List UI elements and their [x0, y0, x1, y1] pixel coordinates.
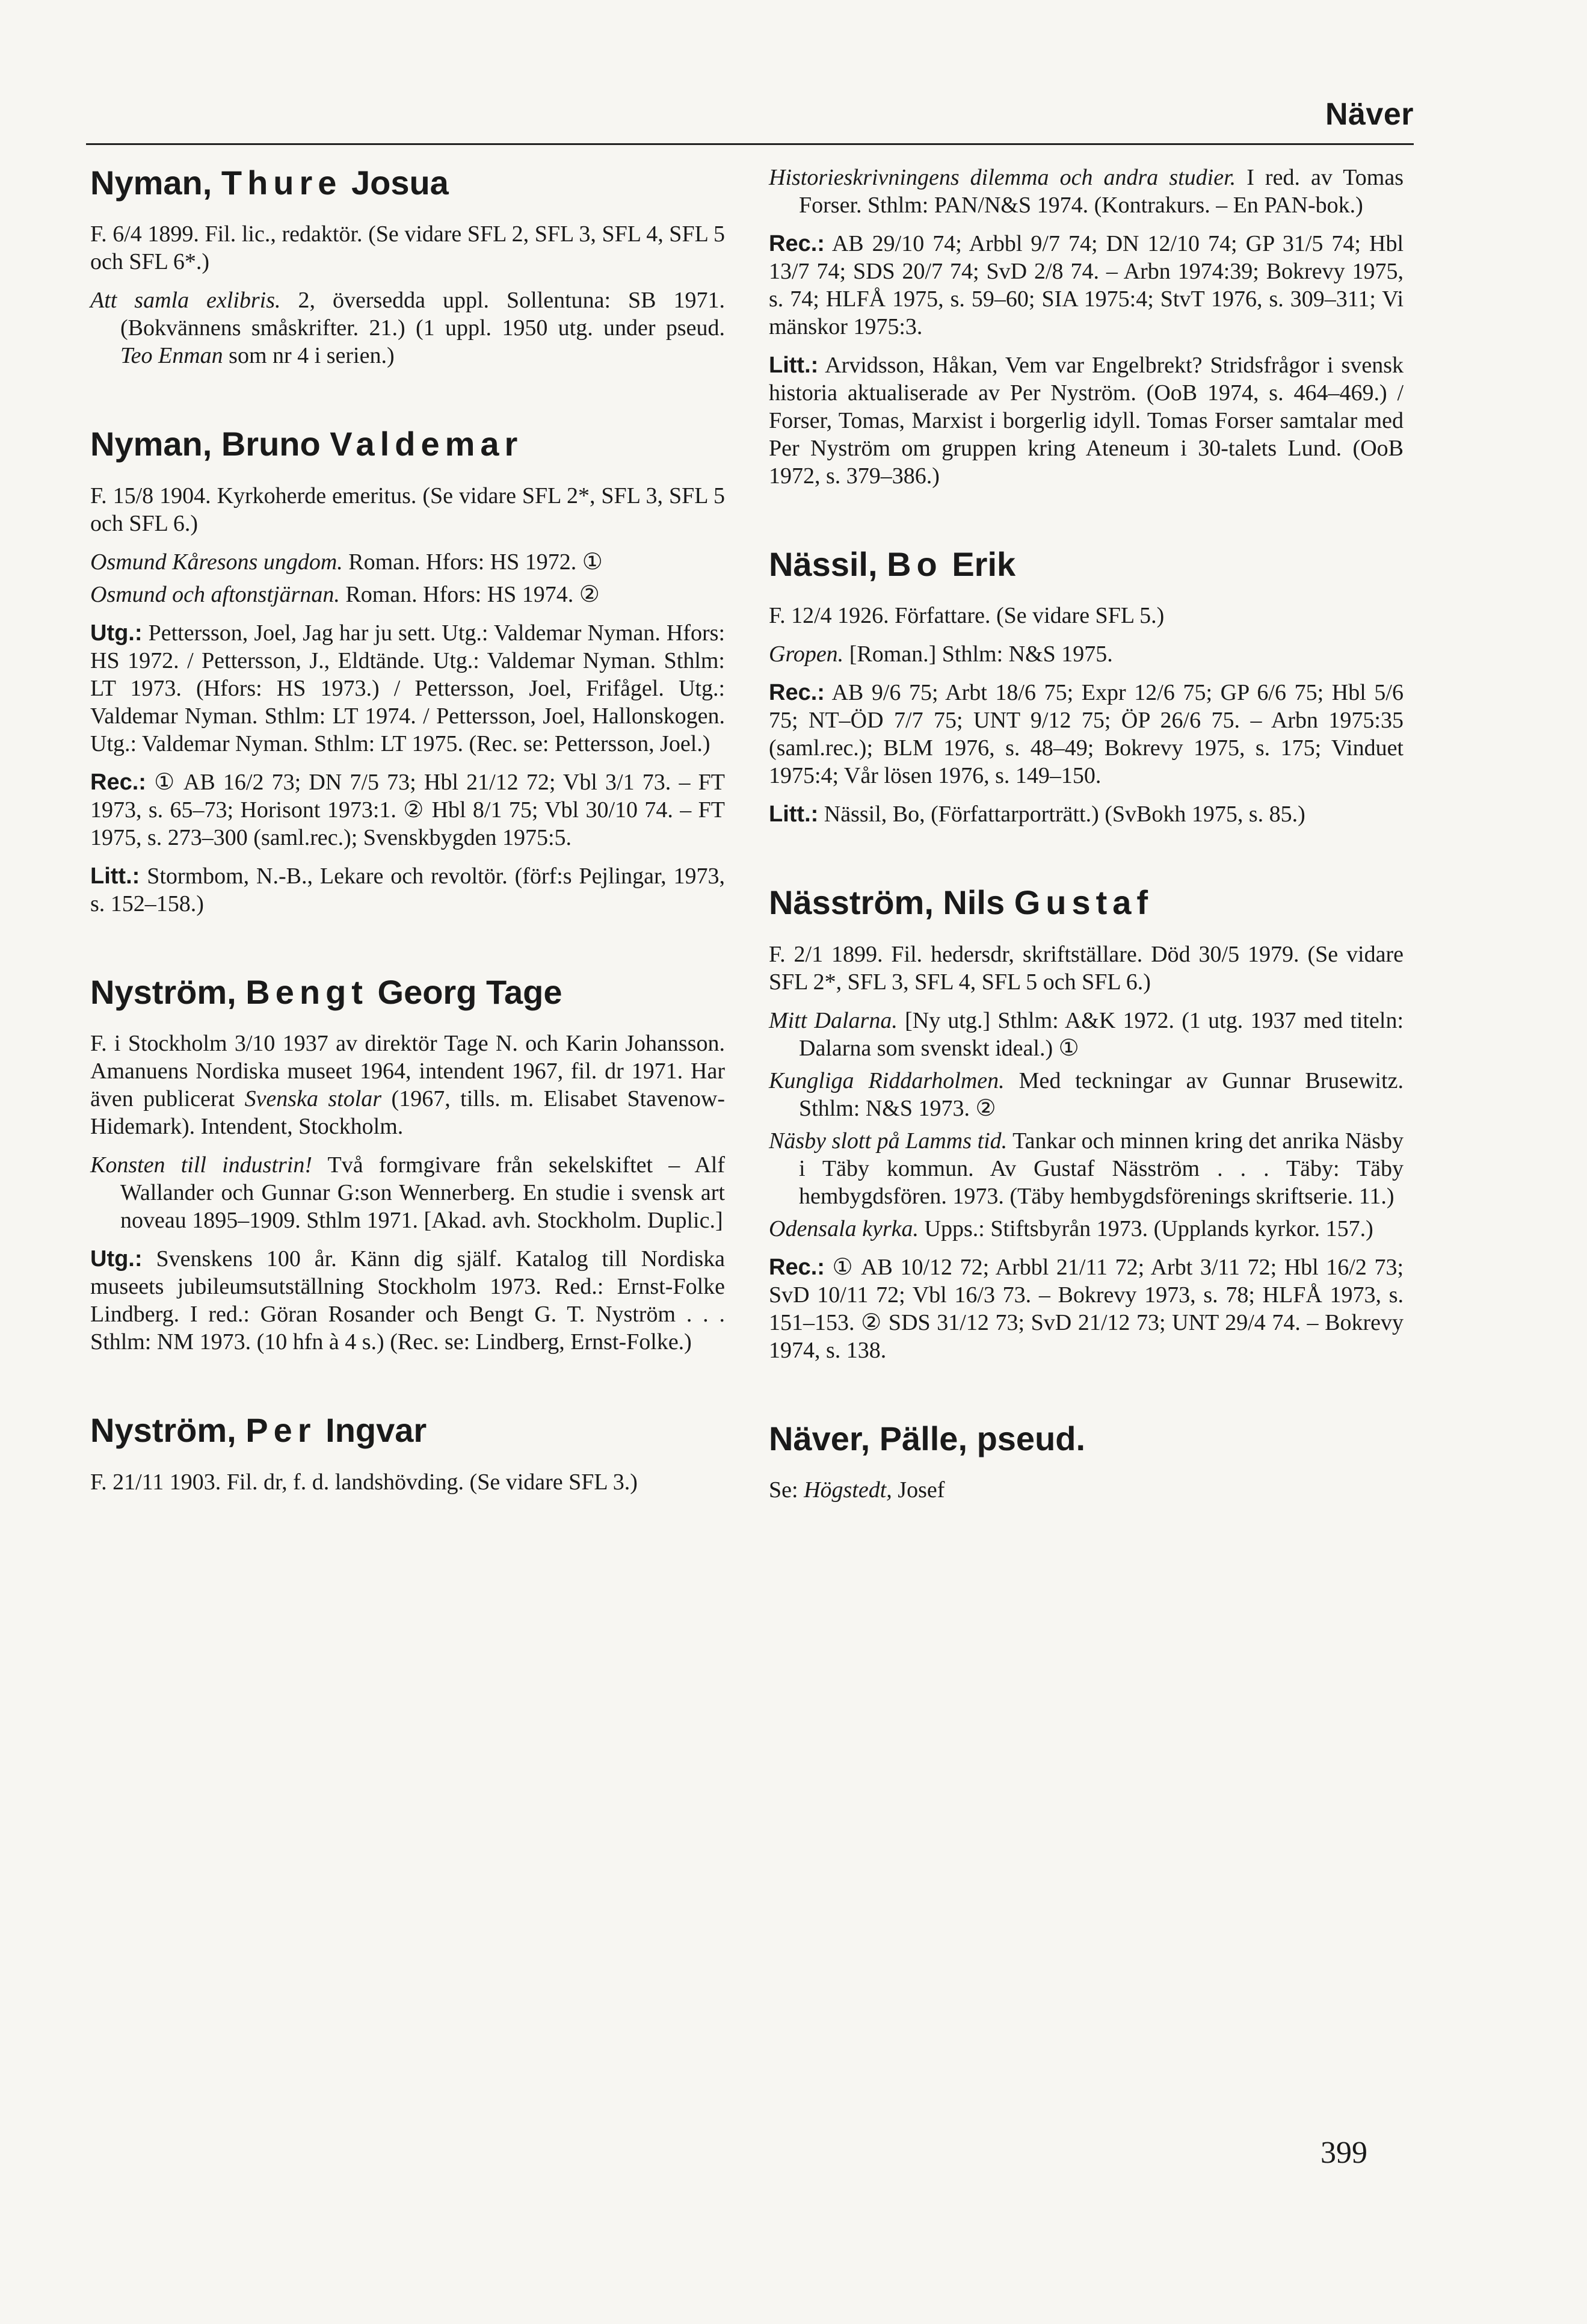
entry-heading: Nyman, Thure Josua [90, 164, 449, 202]
litt-section: Litt.: Stormbom, N.-B., Lekare och revoltör. (förf:s Pejlingar, 1973, s. 152–158.) [90, 863, 725, 916]
litt-section: Litt.: Arvidsson, Håkan, Vem var Engelbrekt? Stridsfrågor i svensk historia aktualiserade av Per Nyström. (OoB 1974, s. 464–469.) / Forser, Tomas, Marxist i borgerlig idyll. Tomas Forser samtalar med Per Nyström om gruppen kring Ateneum i 30-talets Lund. (OoB 1972, s. 379–386.) [769, 353, 1404, 489]
work-item: Kungliga Riddarholmen. Med teckningar av Gunnar Brusewitz. Sthlm: N&S 1973. ② [769, 1068, 1404, 1121]
rec-section: Rec.: AB 9/6 75; Arbt 18/6 75; Expr 12/6 75; GP 6/6 75; Hbl 5/6 75; NT–ÖD 7/7 75; UNT 9/12 75; ÖP 26/6 75. – Arbn 1975:35 (saml.rec.); BLM 1976, s. 48–49; Bokrevy 1975, s. 175; Vinduet 1975:4; Vår lösen 1976, s. 149–150. [769, 680, 1404, 789]
entry-nyman-bruno [90, 425, 725, 917]
bio: F. i Stockholm 3/10 1937 av direktör Tage N. och Karin Johansson. Amanuens Nordiska museet 1964, intendent 1967, fil. dr 1971. Har även publicerat Svenska stolar (1967, tills. m. Elisabet Stavenow-Hidemark). Intendent, Stockholm. [90, 1031, 725, 1140]
work-item: Historieskrivningens dilemma och andra studier. I red. av Tomas Forser. Sthlm: PAN/N&S 1974. (Kontrakurs. – En PAN-bok.) [769, 165, 1404, 218]
entry-heading: Nyström, Bengt Georg Tage [90, 972, 562, 1011]
rec-section: Rec.: ① AB 16/2 73; DN 7/5 73; Hbl 21/12 72; Vbl 3/1 73. – FT 1973, s. 65–73; Horisont 1973:1. ② Hbl 8/1 75; Vbl 30/10 74. – FT 1975, s. 273–300 (saml.rec.); Svenskbygden 1975:5. [90, 769, 725, 850]
running-head: Näver [1325, 97, 1414, 132]
entry-heading: Näsström, Nils Gustaf [769, 883, 1154, 922]
entry-heading: Nyman, Bruno Valdemar [90, 425, 523, 463]
bio: F. 12/4 1926. Författare. (Se vidare SFL 5.) [769, 603, 1165, 629]
entry-naver-palle [769, 1420, 1404, 1504]
left-column [90, 164, 725, 1551]
work-item: Osmund och aftonstjärnan. Roman. Hfors: HS 1974. ② [90, 581, 600, 607]
bio: F. 15/8 1904. Kyrkoherde emeritus. (Se vidare SFL 2*, SFL 3, SFL 5 och SFL 6.) [90, 483, 725, 536]
page-header [86, 89, 1414, 145]
entry-heading: Näver, Pälle, pseud. [769, 1419, 1086, 1457]
work-item: Mitt Dalarna. [Ny utg.] Sthlm: A&K 1972. (1 utg. 1937 med titeln: Dalarna som svenskt ideal.) ① [769, 1007, 1404, 1061]
page-number: 399 [1320, 2136, 1367, 2170]
see-reference: Se: Högstedt, Josef [769, 1477, 945, 1503]
utg-section: Utg.: Svenskens 100 år. Känn dig själf. Katalog till Nordiska museets jubileumsutställning Stockholm 1973. Red.: Ernst-Folke Lindberg. I red.: Göran Rosander och Bengt G. T. Nyström . . . Sthlm: NM 1973. (10 hfn à 4 s.) (Rec. se: Lindberg, Ernst-Folke.) [90, 1246, 725, 1355]
work-item: Gropen. [Roman.] Sthlm: N&S 1975. [769, 641, 1113, 667]
entry-nyman-thure [90, 164, 725, 369]
entry-nystrom-bengt [90, 973, 725, 1356]
work-item: Näsby slott på Lamms tid. Tankar och minnen kring det anrika Näsby i Täby kommun. Av Gustaf Näsström . . . Täby: Täby hembygdsfören. 1973. (Täby hembygdsförenings skriftserie. 11.) [769, 1128, 1404, 1209]
entry-heading: Nässil, Bo Erik [769, 545, 1016, 583]
bio: F. 6/4 1899. Fil. lic., redaktör. (Se vidare SFL 2, SFL 3, SFL 4, SFL 5 och SFL 6*.) [90, 221, 725, 275]
litt-section: Litt.: Nässil, Bo, (Författarporträtt.) (SvBokh 1975, s. 85.) [769, 802, 1305, 827]
entry-heading: Nyström, Per Ingvar [90, 1411, 427, 1450]
utg-section: Utg.: Pettersson, Joel, Jag har ju sett. Utg.: Valdemar Nyman. Hfors: HS 1972. / Pettersson, J., Eldtände. Utg.: Valdemar Nyman. Sthlm: LT 1973. (Hfors: HS 1973.) / Pettersson, Joel, Frifågel. Utg.: Valdemar Nyman. Sthlm: LT 1974. / Pettersson, Joel, Hallonskogen. Utg.: Valdemar Nyman. Sthlm: LT 1975. (Rec. se: Pettersson, Joel.) [90, 620, 725, 756]
bio: F. 21/11 1903. Fil. dr, f. d. landshövding. (Se vidare SFL 3.) [90, 1469, 638, 1495]
entry-nasstrom-nils [769, 883, 1404, 1364]
right-column [769, 164, 1404, 1559]
rec-section: Rec.: AB 29/10 74; Arbbl 9/7 74; DN 12/10 74; GP 31/5 74; Hbl 13/7 74; SDS 20/7 74; SvD 2/8 74. – Arbn 1974:39; Bokrevy 1975, s. 74; HLFÅ 1975, s. 59–60; SIA 1975:4; StvT 1976, s. 309–311; Vi mänskor 1975:3. [769, 231, 1404, 339]
work-item: Konsten till industrin! Två formgivare från sekelskiftet – Alf Wallander och Gunnar G:son Wennerberg. En studie i svensk art noveau 1895–1909. Sthlm 1971. [Akad. avh. Stockholm. Duplic.] [90, 1152, 725, 1234]
entry-nystrom-per [90, 1411, 725, 1495]
rec-section: Rec.: ① AB 10/12 72; Arbbl 21/11 72; Arbt 3/11 72; Hbl 16/2 73; SvD 10/11 72; Vbl 16/3 73. – Bokrevy 1973, s. 78; HLFÅ 1973, s. 151–153. ② SDS 31/12 73; SvD 21/12 73; UNT 29/4 74. – Bokrevy 1974, s. 138. [769, 1254, 1404, 1363]
work-item: Osmund Kåresons ungdom. Roman. Hfors: HS 1972. ① [90, 549, 603, 575]
work-item: Odensala kyrka. Upps.: Stiftsbyrån 1973. (Upplands kyrkor. 157.) [769, 1216, 1373, 1241]
bio: F. 2/1 1899. Fil. hedersdr, skriftställare. Död 30/5 1979. (Se vidare SFL 2*, SFL 3, SFL 4, SFL 5 och SFL 6.) [769, 941, 1404, 995]
entry-nystrom-per-continued [769, 164, 1404, 490]
work-item: Att samla exlibris. 2, översedda uppl. Sollentuna: SB 1971. (Bokvännens småskrifter. 21.) (1 uppl. 1950 utg. under pseud. Teo Enman som nr 4 i serien.) [90, 288, 725, 369]
entry-nassil-bo [769, 545, 1404, 828]
